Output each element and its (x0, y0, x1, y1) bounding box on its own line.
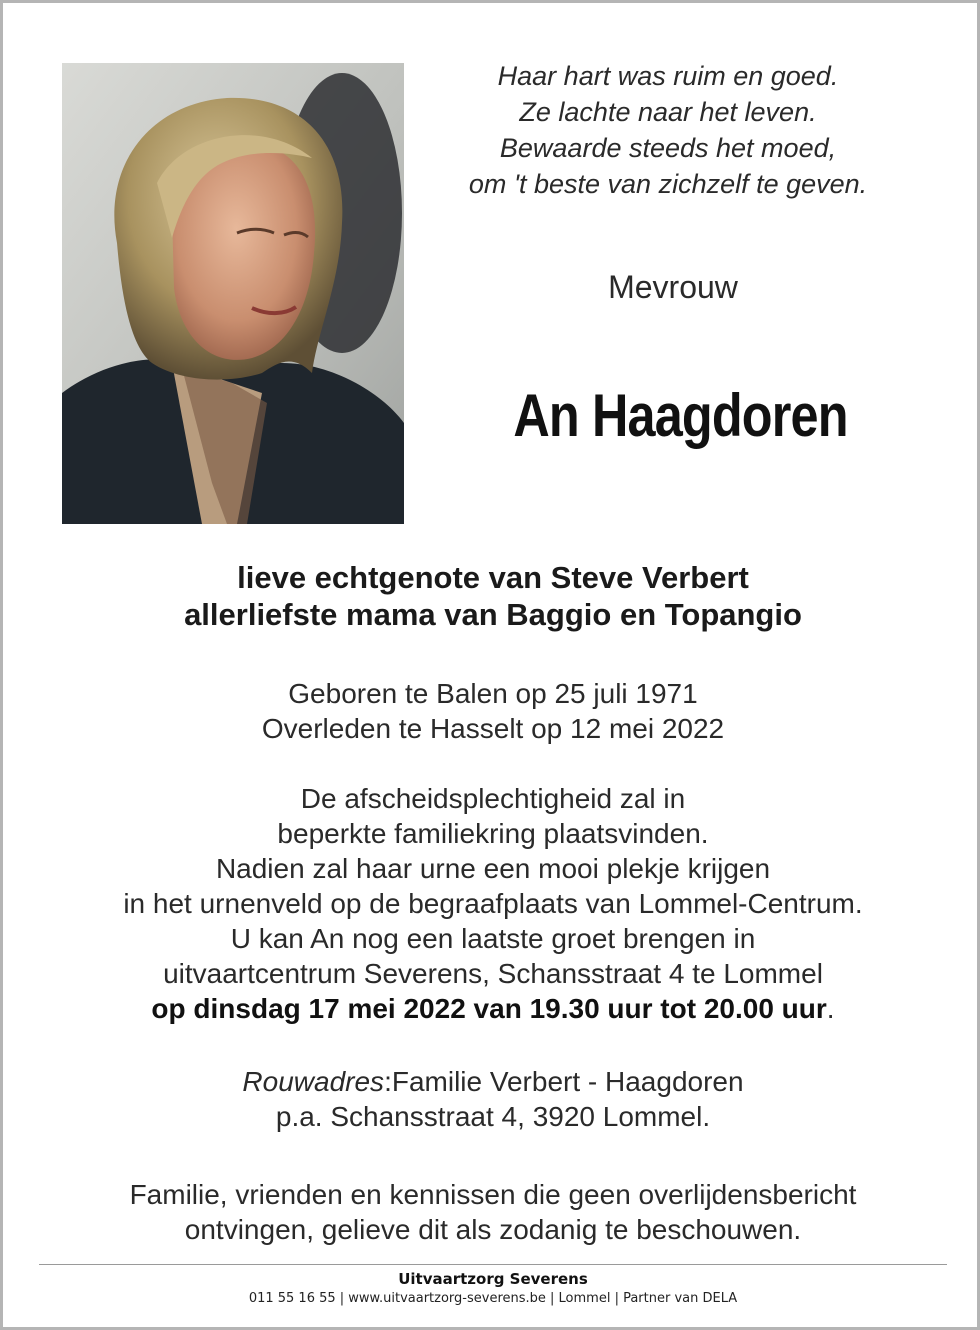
poem-line: Bewaarde steeds het moed, (499, 133, 837, 163)
ceremony-line: uitvaartcentrum Severens, Schansstraat 4 te Lommel (163, 958, 823, 989)
poem-line: Ze lachte naar het leven. (519, 97, 817, 127)
relations (3, 559, 980, 633)
death-line: Overleden te Hasselt op 12 mei 2022 (261, 713, 725, 744)
footer-divider (39, 1264, 947, 1265)
portrait-photo (62, 63, 404, 524)
ceremony-line: Nadien zal haar urne een mooi plekje krijgen (215, 853, 771, 884)
ceremony-line: De afscheidsplechtigheid zal in (300, 783, 686, 814)
funeral-home-contact: 011 55 16 55 | www.uitvaartzorg-severens.be | Lommel | Partner van DELA (248, 1291, 738, 1306)
ceremony-line: beperkte familiekring plaatsvinden. (277, 818, 709, 849)
visit-time-line (3, 991, 980, 1026)
mourning-address (3, 1064, 980, 1134)
deceased-name: An Haagdoren (513, 382, 848, 449)
notice-line: ontvingen, gelieve dit als zodanig te beschouwen. (184, 1214, 802, 1245)
address-family-line (3, 1064, 980, 1099)
relation-spouse: lieve echtgenote van Steve Verbert (237, 560, 749, 595)
life-dates (3, 676, 980, 746)
visit-period: . (826, 993, 835, 1024)
notice (3, 1177, 980, 1247)
address-street: p.a. Schansstraat 4, 3920 Lommel. (275, 1101, 711, 1132)
notice-line: Familie, vrienden en kennissen die geen overlijdensbericht (129, 1179, 857, 1210)
visit-time: op dinsdag 17 mei 2022 van 19.30 uur tot 20.00 uur (151, 993, 827, 1024)
poem-line: om 't beste van zichzelf te geven. (468, 169, 868, 199)
relation-children: allerliefste mama van Baggio en Topangio (184, 597, 802, 632)
birth-line: Geboren te Balen op 25 juli 1971 (288, 678, 698, 709)
ceremony-line: U kan An nog een laatste groet brengen in (230, 923, 756, 954)
address-family: Familie Verbert - Haagdoren (391, 1066, 744, 1097)
address-separator: : (384, 1066, 392, 1097)
address-label: Rouwadres (242, 1066, 385, 1097)
honorific: Mevrouw (608, 269, 738, 305)
ceremony-info (3, 781, 980, 1026)
ceremony-line: in het urnenveld op de begraafplaats van Lommel-Centrum. (123, 888, 863, 919)
poem (413, 58, 923, 202)
poem-line: Haar hart was ruim en goed. (497, 61, 839, 91)
funeral-home-name: Uitvaartzorg Severens (398, 1270, 588, 1288)
